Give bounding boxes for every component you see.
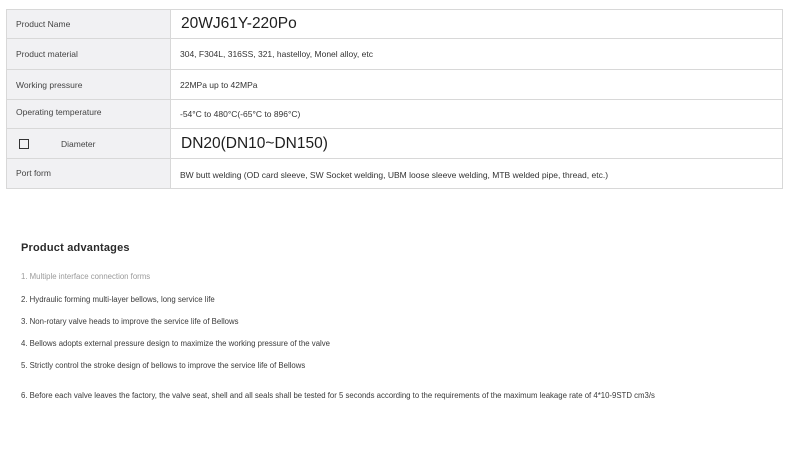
row-label-cell xyxy=(7,129,171,158)
list-item: 6. Before each valve leaves the factory, the valve seat, shell and all seals shall be tested for 5 seconds according to the requirements of the maximum leakage rate of 4*10-9STD cm3/s xyxy=(21,391,655,400)
table-row-working-pressure xyxy=(7,70,782,100)
row-label: Product Name xyxy=(7,10,171,38)
list-item: 1. Multiple interface connection forms xyxy=(21,272,151,281)
row-value: BW butt welding (OD card sleeve, SW Socket welding, UBM loose sleeve welding, MTB welded pipe, thread, etc.) xyxy=(180,170,609,180)
spec-table xyxy=(6,9,783,189)
row-label: Operating temperature xyxy=(7,100,171,128)
list-item: 4. Bellows adopts external pressure design to maximize the working pressure of the valve xyxy=(21,339,330,348)
row-label: Working pressure xyxy=(7,70,171,99)
row-value: DN20(DN10~DN150) xyxy=(181,134,328,152)
product-advantages-section xyxy=(21,242,741,400)
row-value: 304, F304L, 316SS, 321, hastelloy, Monel alloy, etc xyxy=(180,49,373,59)
row-label: Product material xyxy=(7,39,171,69)
table-row-product-name xyxy=(7,10,782,39)
section-title: Product advantages xyxy=(21,242,130,254)
list-item: 3. Non-rotary valve heads to improve the service life of Bellows xyxy=(21,317,239,326)
row-label: Port form xyxy=(7,159,171,188)
checkbox[interactable] xyxy=(19,139,29,149)
row-value: 20WJ61Y-220Po xyxy=(181,15,297,32)
table-row-port-form xyxy=(7,159,782,189)
row-value: -54°C to 480°C(-65°C to 896°C) xyxy=(180,109,301,119)
table-row-product-material xyxy=(7,39,782,70)
row-label: Diameter xyxy=(61,138,96,149)
list-item: 5. Strictly control the stroke design of bellows to improve the service life of Bellows xyxy=(21,361,306,370)
list-item: 2. Hydraulic forming multi-layer bellows, long service life xyxy=(21,295,215,304)
row-value: 22MPa up to 42MPa xyxy=(180,79,258,90)
table-row-diameter xyxy=(7,129,782,159)
table-row-operating-temperature xyxy=(7,100,782,129)
